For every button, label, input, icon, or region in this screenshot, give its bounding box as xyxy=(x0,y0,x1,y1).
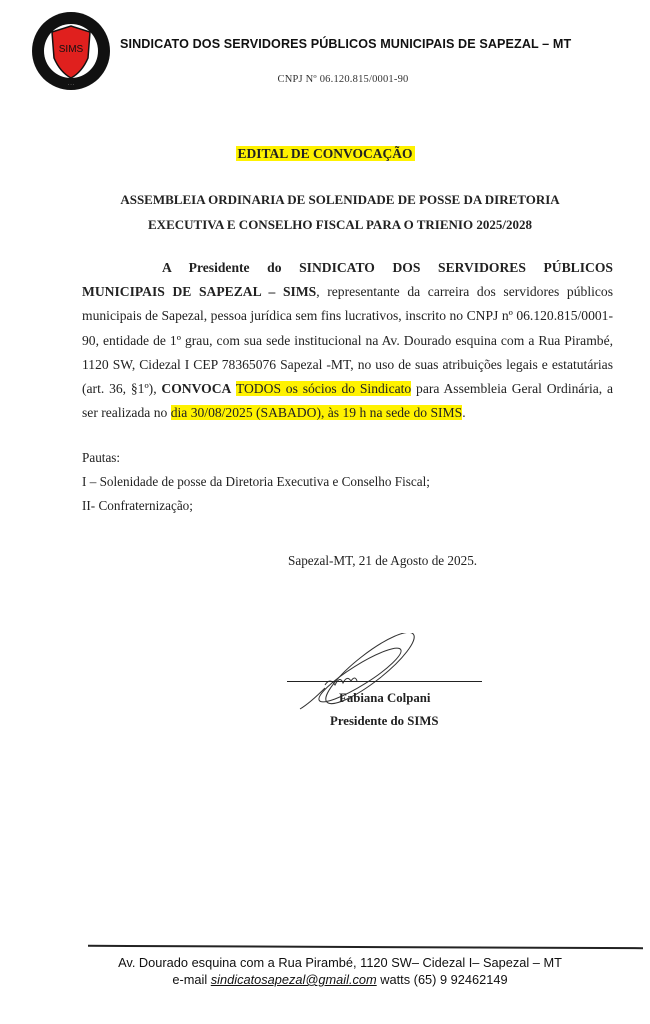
document-heading xyxy=(0,146,650,162)
highlight-socios: TODOS os sócios do Sindicato xyxy=(235,381,412,397)
svg-text:· · ·: · · · xyxy=(67,82,75,87)
pauta-item: II- Confraternização; xyxy=(82,498,193,513)
highlight-date: dia 30/08/2025 (SABADO), às 19 h na sede do SIMS xyxy=(170,405,463,421)
pautas-section xyxy=(82,446,602,518)
footer-address: Av. Dourado esquina com a Rua Pirambé, 1120 SW– Cidezal I– Sapezal – MT xyxy=(118,955,562,970)
phone-number: watts (65) 9 92462149 xyxy=(376,972,508,987)
logo-text: SIMS xyxy=(58,44,84,55)
place-date: Sapezal-MT, 21 de Agosto de 2025. xyxy=(288,553,478,568)
email-link[interactable]: sindicatosapezal@gmail.com xyxy=(210,972,377,987)
subtitle-line-2: EXECUTIVA E CONSELHO FISCAL PARA O TRIENIO 2025/2028 xyxy=(148,217,532,232)
heading-text: EDITAL DE CONVOCAÇÃO xyxy=(237,146,413,161)
pauta-item: I – Solenidade de posse da Diretoria Executiva e Conselho Fiscal; xyxy=(82,474,430,489)
signer-role: Presidente do SIMS xyxy=(330,714,439,728)
paragraph-text: , representante da carreira dos servidores públicos municipais de Sapezal, pessoa jurídica sem fins lucrativos, inscrito no CNPJ nº 06.120.815/0001-90, entidade de 1º grau, com sua sede institucional na Av. Dourado esquina com a Rua Pirambé, 1120 SW, Cidezal I CEP 78365076 Sapezal -MT, no uso de suas atribuições legais e estatutárias (art. 36, §1º), xyxy=(82,284,613,397)
paragraph-end: . xyxy=(462,405,466,421)
email-label: e-mail xyxy=(172,972,211,987)
footer-contact xyxy=(60,971,620,988)
signature-line xyxy=(287,681,482,682)
organization-title: SINDICATO DOS SERVIDORES PÚBLICOS MUNICIPAIS DE SAPEZAL – MT xyxy=(120,37,572,51)
convoca-word: CONVOCA xyxy=(161,381,232,397)
signer-name: Fabiana Colpani xyxy=(339,691,431,705)
paragraph-mid: para Assembleia Geral Ordinária, a ser realizada no xyxy=(82,381,614,421)
convocation-paragraph xyxy=(82,256,613,425)
document-subtitle xyxy=(80,187,600,237)
pautas-title: Pautas: xyxy=(82,450,121,465)
cnpj-line: CNPJ Nº 06.120.815/0001-90 xyxy=(277,74,409,85)
footer-divider xyxy=(88,945,643,949)
presidente-intro: A Presidente do SINDICATO DOS SERVIDORES PÚBLICOS MUNICIPAIS DE SAPEZAL – SIMS xyxy=(82,260,613,300)
footer xyxy=(60,954,620,988)
subtitle-line-1: ASSEMBLEIA ORDINARIA DE SOLENIDADE DE POSSE DA DIRETORIA xyxy=(120,192,560,207)
